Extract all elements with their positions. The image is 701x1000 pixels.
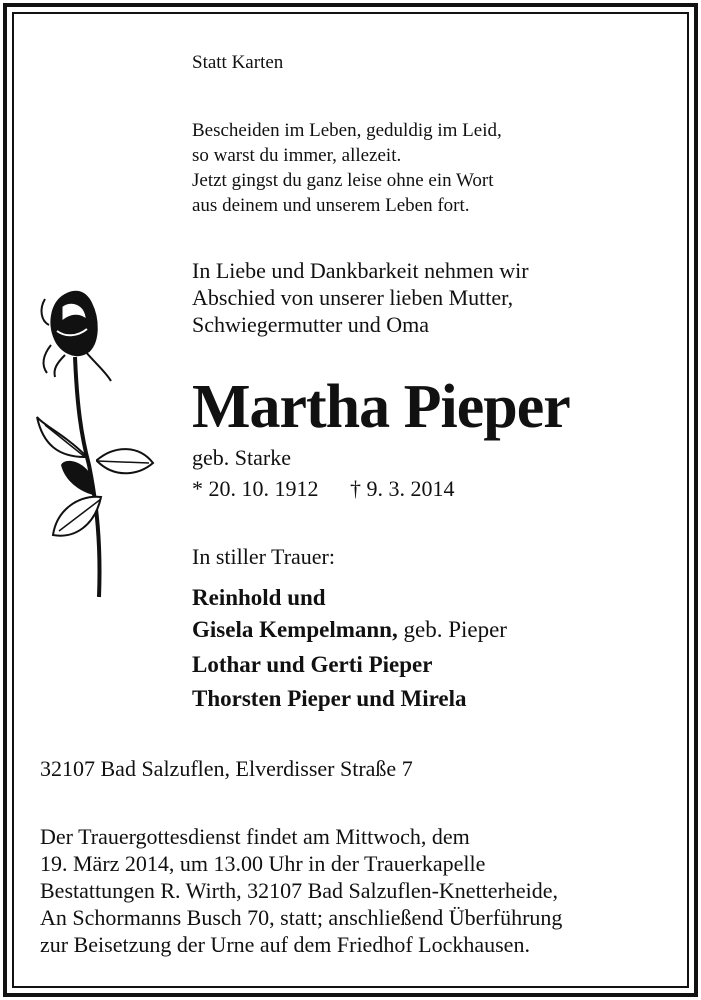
- mourner-line: Thorsten Pieper und Mirela: [192, 686, 467, 711]
- rose-icon: [35, 285, 157, 600]
- life-dates: [192, 475, 455, 502]
- intro-line: Schwiegermutter und Oma: [192, 312, 430, 337]
- intro-line: Abschied von unserer lieben Mutter,: [192, 285, 514, 310]
- service-line: 19. März 2014, um 13.00 Uhr in der Trauerkapelle: [40, 851, 486, 876]
- mourner-line: Lothar und Gerti Pieper: [192, 652, 433, 677]
- deceased-name: Martha Pieper: [192, 373, 570, 441]
- death-date: † 9. 3. 2014: [350, 476, 455, 501]
- intro-line: In Liebe und Dankbarkeit nehmen wir: [192, 258, 529, 283]
- mourner-birth-name: geb. Pieper: [403, 617, 507, 642]
- poem-line: Jetzt gingst du ganz leise ohne ein Wort: [192, 170, 494, 191]
- poem-line: so warst du immer, allezeit.: [192, 145, 402, 166]
- mourners-heading: In stiller Trauer:: [192, 544, 335, 569]
- statt-karten: Statt Karten: [192, 52, 284, 73]
- birth-name: geb. Starke: [192, 445, 291, 470]
- service-line: Bestattungen R. Wirth, 32107 Bad Salzuflen-Knetterheide,: [40, 878, 559, 903]
- service-line: zur Beisetzung der Urne auf dem Friedhof Lockhausen.: [40, 932, 530, 957]
- address: 32107 Bad Salzuflen, Elverdisser Straße 7: [40, 756, 413, 781]
- service-line: Der Trauergottesdienst findet am Mittwoch, dem: [40, 824, 470, 849]
- mourner-line: [192, 614, 507, 646]
- mourner-line: Reinhold und: [192, 585, 326, 610]
- birth-date: * 20. 10. 1912: [192, 476, 319, 501]
- service-line: An Schormanns Busch 70, statt; anschließend Überführung: [40, 905, 563, 930]
- poem-line: aus deinem und unserem Leben fort.: [192, 195, 470, 216]
- mourner-name: Gisela Kempelmann,: [192, 617, 398, 642]
- poem-line: Bescheiden im Leben, geduldig im Leid,: [192, 120, 502, 141]
